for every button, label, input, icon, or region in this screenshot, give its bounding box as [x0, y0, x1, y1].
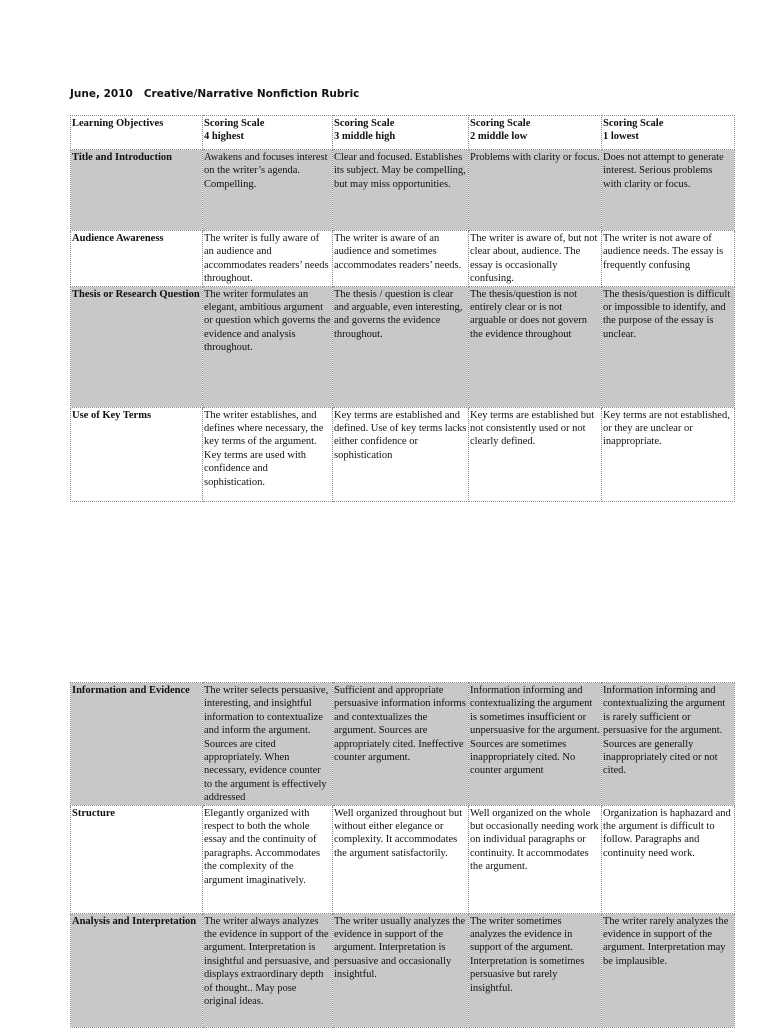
- row-information-evidence: [71, 683, 735, 806]
- rubric-table-part-1: [70, 115, 735, 502]
- row-use-of-key-terms: [71, 407, 735, 501]
- objective-label: Information and Evidence: [71, 683, 203, 806]
- header-learning-objectives: Learning Objectives: [71, 116, 203, 150]
- score-1-cell: The writer is not aware of audience needs. The essay is frequently confusing: [602, 231, 735, 287]
- score-1-cell: The thesis/question is difficult or impossible to identify, and the purpose of the essay is unclear.: [602, 286, 735, 407]
- page-heading: June, 2010 Creative/Narrative Nonfiction Rubric: [70, 88, 360, 100]
- header-scale-1: Scoring Scale 1 lowest: [602, 116, 735, 150]
- objective-label: Use of Key Terms: [71, 407, 203, 501]
- objective-label: Structure: [71, 805, 203, 913]
- objective-label: Title and Introduction: [71, 150, 203, 231]
- score-2-cell: The writer is aware of, but not clear about, audience. The essay is occasionally confusing.: [469, 231, 602, 287]
- score-3-cell: The writer usually analyzes the evidence in support of the argument. Interpretation is persuasive and occasionally insightful.: [333, 913, 469, 1027]
- score-1-cell: Key terms are not established, or they are unclear or inappropriate.: [602, 407, 735, 501]
- score-4-cell: The writer establishes, and defines where necessary, the key terms of the argument. Key terms are used with confidence and sophistication.: [203, 407, 333, 501]
- header-scale-4: Scoring Scale 4 highest: [203, 116, 333, 150]
- score-3-cell: Clear and focused. Establishes its subject. May be compelling, but may miss opportunities.: [333, 150, 469, 231]
- score-2-cell: The writer sometimes analyzes the evidence in support of the argument. Interpretation is sometimes persuasive but rarely insightful.: [469, 913, 602, 1027]
- score-2-cell: The thesis/question is not entirely clear or is not arguable or does not govern the evidence throughout: [469, 286, 602, 407]
- rubric-table-part-2: [70, 682, 735, 1028]
- score-3-cell: Key terms are established and defined. Use of key terms lacks either confidence or sophistication: [333, 407, 469, 501]
- score-4-cell: Elegantly organized with respect to both the whole essay and the continuity of paragraphs. Accommodates the complexity of the argument imaginatively.: [203, 805, 333, 913]
- score-3-cell: The writer is aware of an audience and sometimes accommodates readers’ needs.: [333, 231, 469, 287]
- header-scale-2: Scoring Scale 2 middle low: [469, 116, 602, 150]
- header-scale-3: Scoring Scale 3 middle high: [333, 116, 469, 150]
- score-2-cell: Well organized on the whole but occasionally needing work on individual paragraphs or continuity. It accommodates the argument.: [469, 805, 602, 913]
- score-2-cell: Key terms are established but not consistently used or not clearly defined.: [469, 407, 602, 501]
- score-4-cell: The writer is fully aware of an audience and accommodates readers’ needs throughout.: [203, 231, 333, 287]
- row-thesis-research-question: [71, 286, 735, 407]
- score-4-cell: The writer always analyzes the evidence in support of the argument. Interpretation is insightful and persuasive, and displays extraordinary depth of thought.. May pose original ideas.: [203, 913, 333, 1027]
- score-1-cell: Information informing and contextualizing the argument is rarely sufficient or persuasive for the argument. Sources are generally inappropriately cited or not cited.: [602, 683, 735, 806]
- objective-label: Audience Awareness: [71, 231, 203, 287]
- score-1-cell: The writer rarely analyzes the evidence in support of the argument. Interpretation may be implausible.: [602, 913, 735, 1027]
- objective-label: Analysis and Interpretation: [71, 913, 203, 1027]
- score-3-cell: The thesis / question is clear and arguable, even interesting, and governs the evidence throughout.: [333, 286, 469, 407]
- score-4-cell: The writer formulates an elegant, ambitious argument or question which governs the evidence and analysis throughout.: [203, 286, 333, 407]
- score-3-cell: Sufficient and appropriate persuasive information informs and contextualizes the argument. Sources are appropriately cited. Ineffective counter argument.: [333, 683, 469, 806]
- row-structure: [71, 805, 735, 913]
- row-audience-awareness: [71, 231, 735, 287]
- score-4-cell: Awakens and focuses interest on the writer’s agenda. Compelling.: [203, 150, 333, 231]
- score-1-cell: Organization is haphazard and the argument is difficult to follow. Paragraphs and continuity need work.: [602, 805, 735, 913]
- score-3-cell: Well organized throughout but without either elegance or complexity. It accommodates the argument satisfactorily.: [333, 805, 469, 913]
- score-4-cell: The writer selects persuasive, interesting, and insightful information to contextualize and inform the argument. Sources are cited appropriately. When necessary, evidence counter to the argument is effectively addressed: [203, 683, 333, 806]
- row-analysis-interpretation: [71, 913, 735, 1027]
- header-row: [71, 116, 735, 150]
- row-title-introduction: [71, 150, 735, 231]
- score-2-cell: Information informing and contextualizing the argument is sometimes insufficient or unpersuasive for the argument. Sources are sometimes inappropriately cited. No counter argument: [469, 683, 602, 806]
- score-1-cell: Does not attempt to generate interest. Serious problems with clarity or focus.: [602, 150, 735, 231]
- score-2-cell: Problems with clarity or focus.: [469, 150, 602, 231]
- objective-label: Thesis or Research Question: [71, 286, 203, 407]
